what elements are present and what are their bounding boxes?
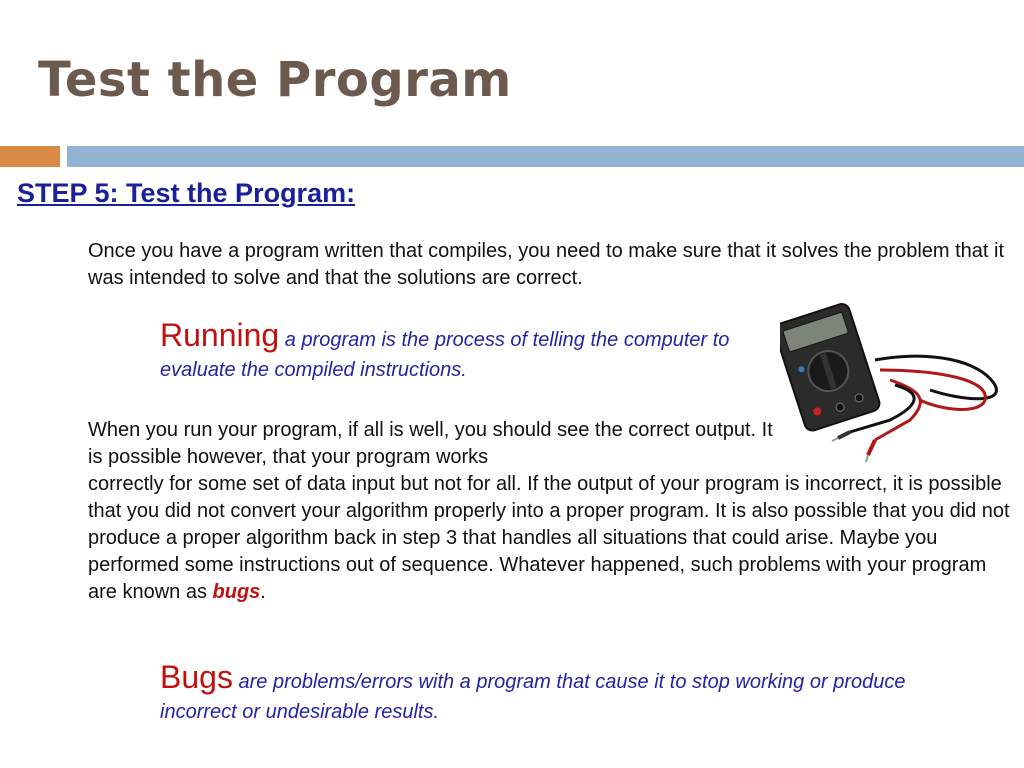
bugs-definition bbox=[160, 659, 980, 727]
intro-paragraph: Once you have a program written that compiles, you need to make sure that it solves the problem that it was intended to solve and that the solutions are correct. bbox=[88, 240, 1005, 289]
bugs-definition-text: are problems/errors with a program that cause it to stop working or produce incorrect or undesirable results. bbox=[160, 671, 906, 723]
accent-bar-orange bbox=[0, 146, 60, 167]
multimeter-icon bbox=[780, 300, 1005, 470]
run-paragraph-text: correctly for some set of data input but not for all. If the output of your program is incorrect, it is possible that you did not convert your algorithm properly into a proper program. It is also possible that you did not produce a proper algorithm back in step 3 that handles all situations that could arise. Maybe you performed some instructions out of sequence. Whatever happened, such problems with your program are known as bbox=[88, 473, 1010, 603]
run-paragraph-end: . bbox=[260, 581, 266, 603]
slide-title: Test the Program bbox=[38, 52, 512, 108]
bugs-term: Bugs bbox=[160, 659, 233, 695]
bugs-keyword: bugs bbox=[212, 581, 261, 603]
running-definition-text: a program is the process of telling the computer to evaluate the compiled instructions. bbox=[160, 329, 730, 381]
running-definition bbox=[160, 317, 760, 385]
running-term: Running bbox=[160, 317, 280, 353]
run-paragraph-rest bbox=[88, 471, 1013, 606]
accent-bar-blue bbox=[67, 146, 1024, 167]
run-paragraph-top: When you run your program, if all is well, you should see the correct output. It is possible however, that your program works bbox=[88, 419, 773, 468]
step-heading: STEP 5: Test the Program: bbox=[17, 178, 356, 208]
